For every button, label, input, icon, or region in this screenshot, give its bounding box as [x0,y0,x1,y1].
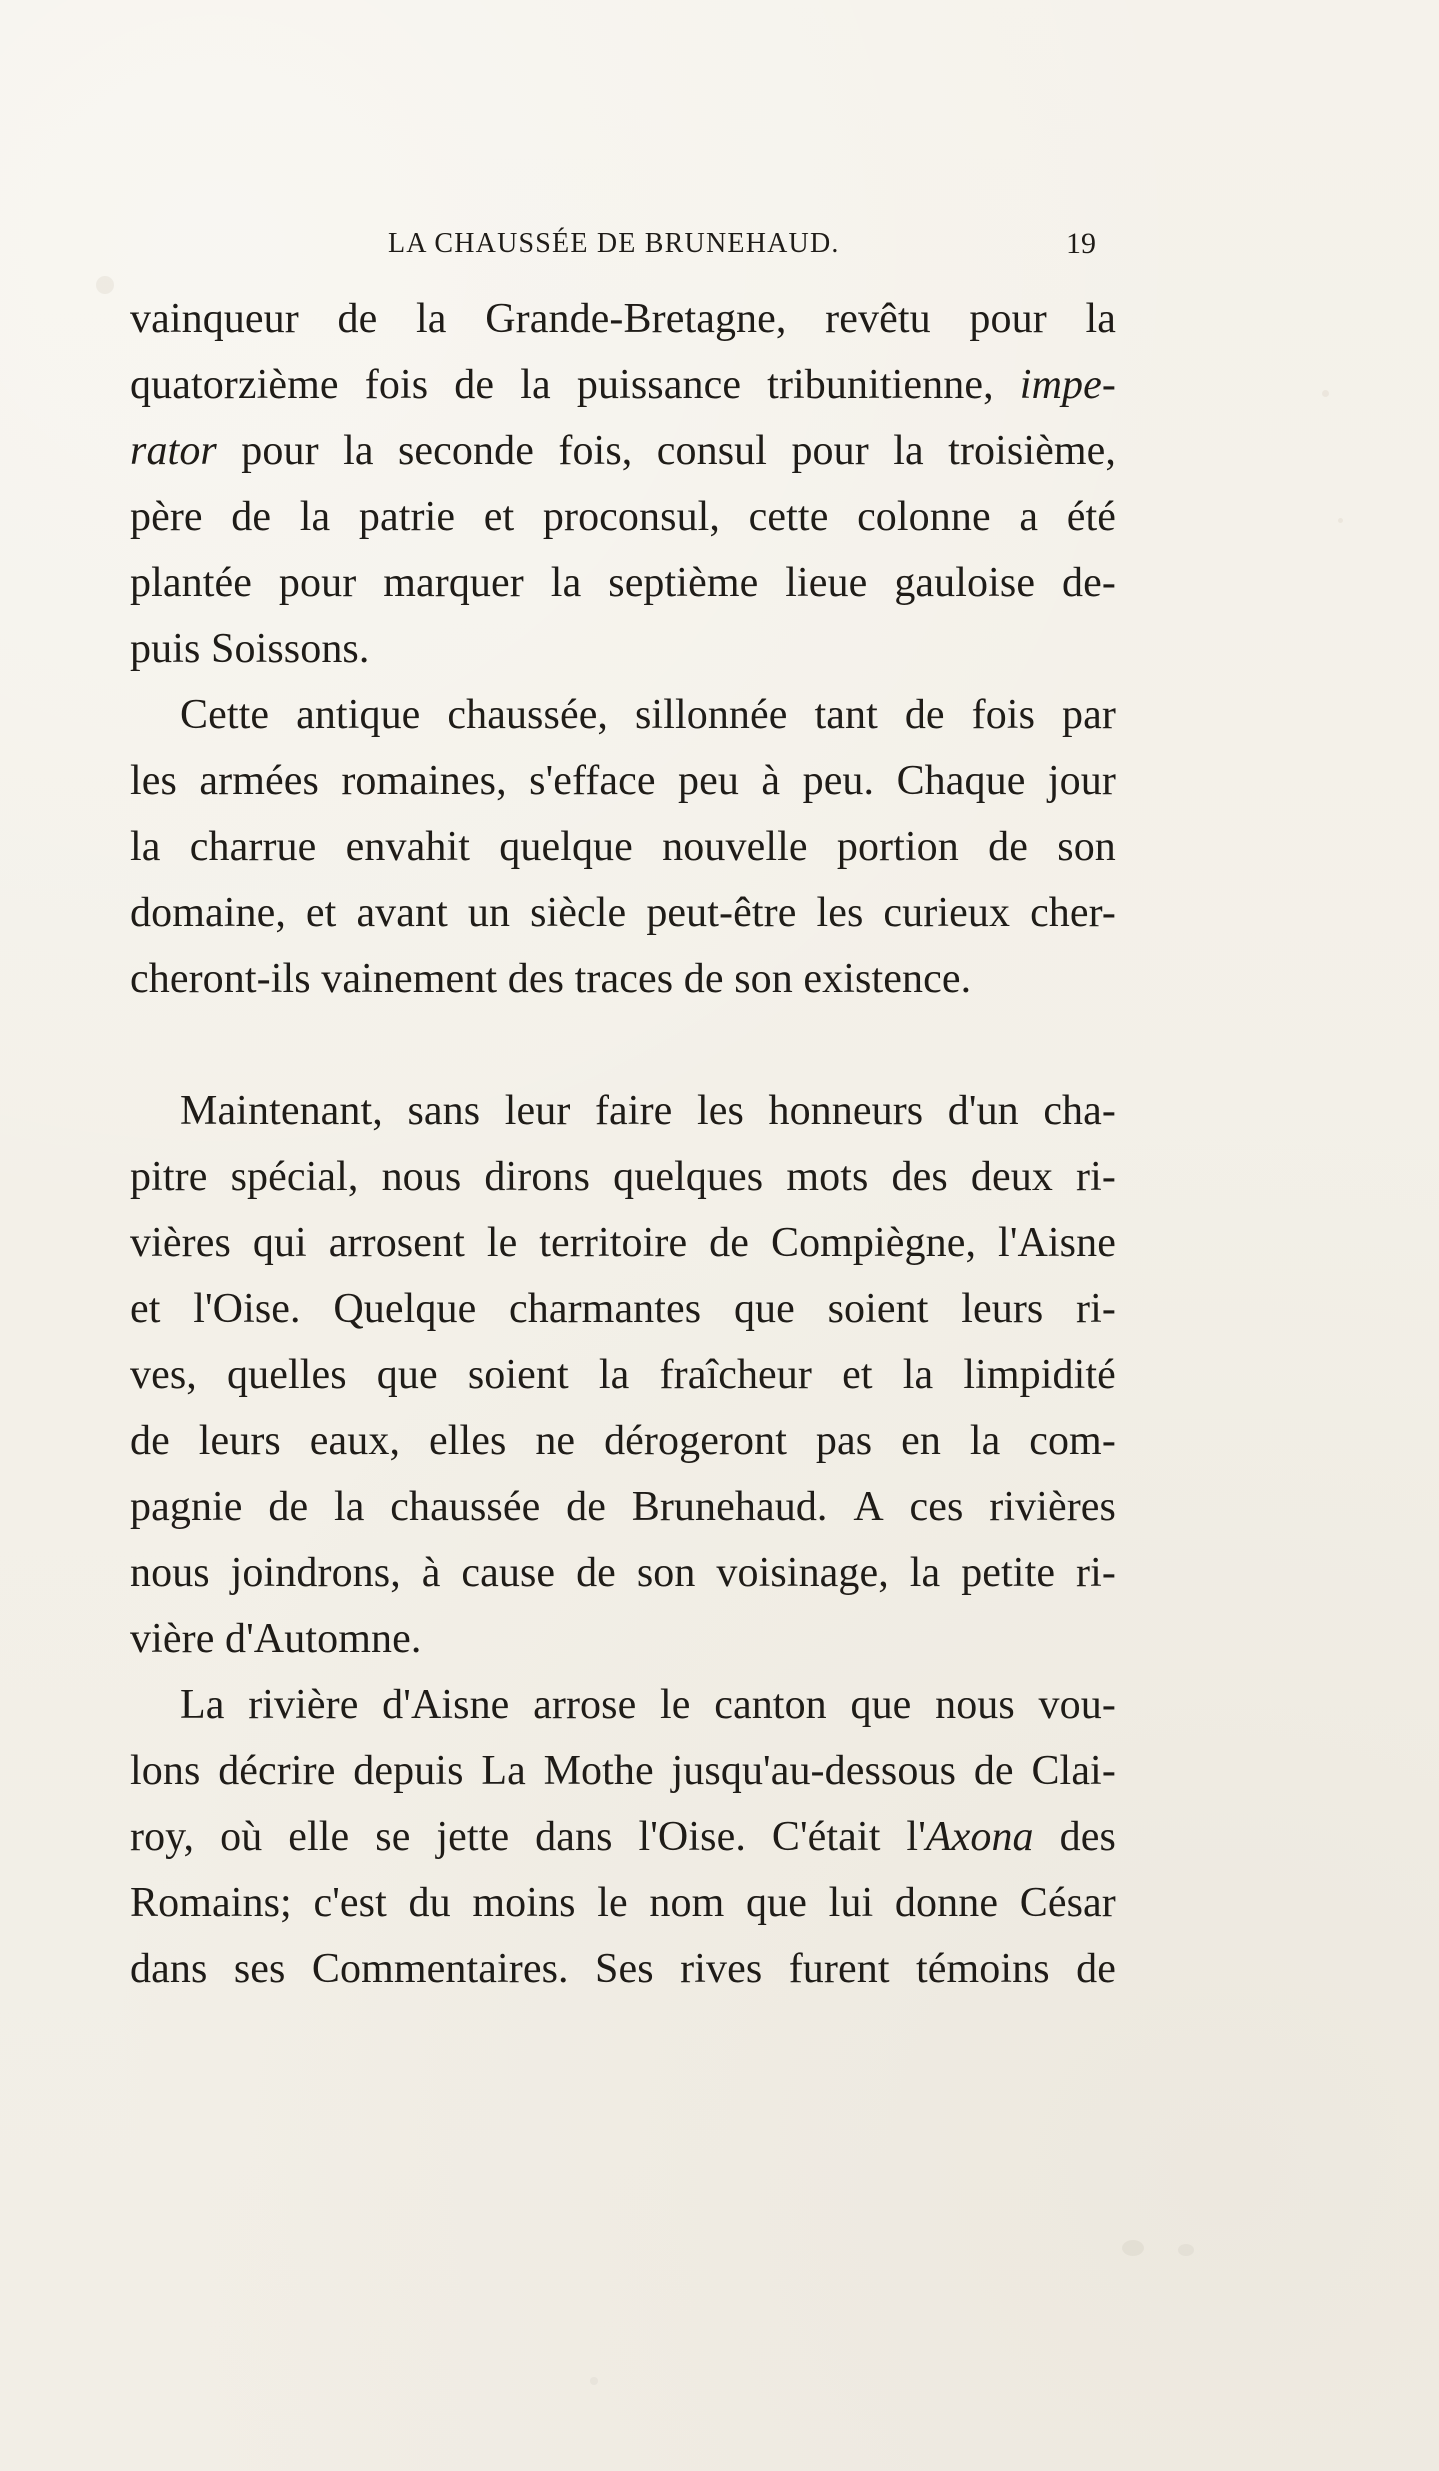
word: arrose [533,1682,637,1728]
word: La [481,1748,526,1794]
word: moins [472,1880,576,1926]
word: Ses [595,1946,654,1992]
word: vières [130,1220,231,1266]
text-line [130,1606,1116,1672]
word: un [467,890,511,936]
word: et [305,890,337,936]
word: que [733,1286,795,1332]
word: charrue [189,824,317,870]
italic-word: Axona [925,1814,1034,1860]
text-line [130,352,1116,418]
word: le [660,1682,691,1728]
word: leur [504,1088,571,1134]
word: la [130,824,161,870]
word: de [566,1484,606,1530]
word: limpidité [963,1352,1116,1398]
word: voisinage, [716,1550,889,1596]
word: les [696,1088,744,1134]
paper-stain [1122,2240,1144,2256]
word: chaussée, [447,692,609,738]
word: com- [1029,1418,1116,1464]
word: pour [241,428,319,474]
word: leurs [198,1418,281,1464]
word: deux [970,1154,1053,1200]
word: décrire [218,1748,336,1794]
word: vou- [1038,1682,1116,1728]
word: spécial, [230,1154,359,1200]
word: sans [407,1088,481,1134]
word: curieux [883,890,1011,936]
paragraph-line [130,1672,1116,1738]
word: revêtu [825,296,931,342]
word: et [483,494,515,540]
word: la [1085,296,1116,342]
text-line [130,880,1116,946]
word: de [337,296,378,342]
word: nouvelle [662,824,808,870]
section-spacer [130,1012,1116,1078]
word: consul [656,428,768,474]
word: la [550,560,582,606]
word: proconsul, [542,494,721,540]
word: dirons [484,1154,591,1200]
word: l'Aisne [998,1220,1116,1266]
word: s'efface [529,758,656,804]
word: ses [233,1946,286,1992]
word: son [636,1550,696,1596]
word: soient [827,1286,929,1332]
word: la [416,296,447,342]
word: peu. [802,758,875,804]
word: de [1076,1946,1116,1992]
word: rivière [248,1682,359,1728]
italic-word: impe- [1019,362,1116,408]
word: nom [649,1880,725,1926]
word: de [988,824,1028,870]
word: la [969,1418,1001,1464]
text-line [130,748,1116,814]
word: joindrons, [230,1550,401,1596]
text-line [130,814,1116,880]
word: nous [130,1550,210,1596]
word: qui [252,1220,307,1266]
word: ri- [1075,1550,1116,1596]
word: tant [814,692,878,738]
word: domaine, [130,890,286,936]
text-line [130,1144,1116,1210]
word: portion [836,824,959,870]
word: charmantes [509,1286,702,1332]
word: pitre [130,1154,208,1200]
word: quelques [613,1154,764,1200]
word: le [597,1880,628,1926]
word: peu [678,758,739,804]
word: à [761,758,781,804]
word: furent [788,1946,890,1992]
word: nous [935,1682,1015,1728]
word: romaines, [341,758,507,804]
word: jusqu'au-dessous [671,1748,957,1794]
word: Chaque [896,758,1026,804]
text-line [130,1540,1116,1606]
word: Quelque [333,1286,477,1332]
word: quatorzième [130,362,339,408]
word: de- [1062,560,1116,606]
word-prefix: l' [906,1814,926,1860]
word: Compiègne, [770,1220,977,1266]
word: soient [467,1352,569,1398]
word: donne [894,1880,999,1926]
word: siècle [530,890,627,936]
text-line [130,1342,1116,1408]
word: l'Oise. [638,1814,746,1860]
word: elle [288,1814,350,1860]
word: chaussée [390,1484,541,1530]
paper-stain [96,276,114,294]
body-text [130,286,1116,2002]
word: en [901,1418,941,1464]
word: troisième, [948,428,1116,474]
word: jour [1047,758,1116,804]
word: cette [748,494,829,540]
word: canton [714,1682,827,1728]
word: honneurs [768,1088,924,1134]
word: quelque [499,824,633,870]
word: Mothe [543,1748,654,1794]
word: de [454,362,495,408]
word: rives [680,1946,763,1992]
word: leurs [961,1286,1044,1332]
word: ves, [130,1352,197,1398]
word: que [376,1352,438,1398]
word: de [268,1484,309,1530]
word: la [299,494,331,540]
text-line [130,286,1116,352]
word: les [816,890,864,936]
word: son [1057,824,1116,870]
chapter-title: LA CHAUSSÉE DE BRUNEHAUD. [388,228,840,259]
text-line [130,1474,1116,1540]
word: se [375,1814,411,1860]
word: avant [356,890,448,936]
word: seconde [397,428,534,474]
word: fois [971,692,1036,738]
word: tribunitienne, [767,362,994,408]
word: pour [791,428,869,474]
word: elles [428,1418,507,1464]
word: envahit [345,824,470,870]
word: fraîcheur [659,1352,812,1398]
word: de [973,1748,1014,1794]
word: ri- [1076,1286,1116,1332]
word: petite [961,1550,1056,1596]
paper-stain [590,2377,598,2385]
word: nous [381,1154,462,1200]
word: A [853,1484,884,1530]
word: cause [461,1550,556,1596]
word: faire [594,1088,673,1134]
word: jette [436,1814,510,1860]
word: Brunehaud. [631,1484,828,1530]
word: la [333,1484,365,1530]
word: dans [535,1814,613,1860]
word: été [1066,494,1116,540]
word: la [520,362,551,408]
text-line [130,616,1116,682]
word: à [421,1550,441,1596]
word: de [130,1418,170,1464]
word: d'Aisne [382,1682,510,1728]
word: témoins [916,1946,1050,1992]
word: la [343,428,374,474]
word: de [231,494,272,540]
word: cha- [1043,1088,1116,1134]
word: roy, [130,1814,195,1860]
word: territoire [539,1220,688,1266]
word: puis Soissons. [130,626,370,672]
word: ne [535,1418,576,1464]
word: père [130,494,203,540]
word: des [891,1154,948,1200]
word: marquer [383,560,524,606]
text-line [130,418,1116,484]
text-line [130,1210,1116,1276]
word: la [909,1550,941,1596]
paragraph-line [130,1078,1116,1144]
word: Commentaires. [311,1946,569,1992]
page-number: 19 [1066,227,1096,260]
word: vainqueur [130,296,299,342]
word: mots [786,1154,869,1200]
word: a [1019,494,1039,540]
word: l'Oise. [193,1286,301,1332]
word: et [130,1286,161,1332]
text-line [130,550,1116,616]
word: c'est [313,1880,387,1926]
word: des [1059,1814,1116,1860]
word: et [842,1352,873,1398]
word: ces [909,1484,964,1530]
paper-stain [1338,518,1343,523]
word: du [408,1880,451,1926]
word: lons [130,1748,201,1794]
word: arrosent [328,1220,465,1266]
word: patrie [358,494,456,540]
word: la [598,1352,630,1398]
word: eaux, [309,1418,401,1464]
word: de [904,692,945,738]
text-line [130,1804,1116,1870]
text-line [130,484,1116,550]
text-line [130,1408,1116,1474]
word: C'était [771,1814,881,1860]
word: que [850,1682,912,1728]
word: pour [969,296,1047,342]
word: César [1019,1880,1116,1926]
word: armées [199,758,319,804]
text-line [130,1870,1116,1936]
word: où [220,1814,263,1860]
word: sillonnée [634,692,788,738]
word: de [709,1220,749,1266]
word: antique [296,692,421,738]
text-line [130,1936,1116,2002]
word: fois [364,362,429,408]
word: Grande-Bretagne, [485,296,787,342]
paragraph-line [130,682,1116,748]
word: plantée [130,560,252,606]
word: la [902,1352,934,1398]
word: septième [608,560,759,606]
word: peut-être [646,890,797,936]
word: pour [278,560,357,606]
text-line [130,1738,1116,1804]
word: gauloise [894,560,1036,606]
word: depuis [353,1748,464,1794]
word: puissance [576,362,742,408]
word: Romains; [130,1880,292,1926]
word: Clai- [1031,1748,1116,1794]
word: dérogeront [604,1418,787,1464]
word: d'un [947,1088,1019,1134]
word: que [746,1880,807,1926]
word: la [893,428,924,474]
word: lui [828,1880,874,1926]
running-head [130,224,1120,264]
text-line [130,946,1116,1012]
word: vière d'Automne. [130,1616,422,1662]
word: rivières [989,1484,1116,1530]
word: ri- [1076,1154,1116,1200]
word: cheront-ils vainement des traces de son existence. [130,956,972,1002]
word: de [576,1550,616,1596]
italic-word: rator [130,428,217,474]
word: par [1061,692,1116,738]
paper-stain [1178,2244,1194,2256]
word: pagnie [130,1484,243,1530]
word: La [180,1682,225,1728]
word: les [130,758,177,804]
word: colonne [857,494,991,540]
word: dans [130,1946,208,1992]
word: pas [815,1418,873,1464]
word: le [486,1220,518,1266]
word-with-italic [906,1804,1033,1870]
word: fois, [558,428,633,474]
paper-stain [1322,390,1329,397]
word: quelles [227,1352,347,1398]
text-line [130,1276,1116,1342]
word: Maintenant, [180,1088,383,1134]
word: Cette [180,692,270,738]
word: cher- [1030,890,1116,936]
word: lieue [785,560,868,606]
